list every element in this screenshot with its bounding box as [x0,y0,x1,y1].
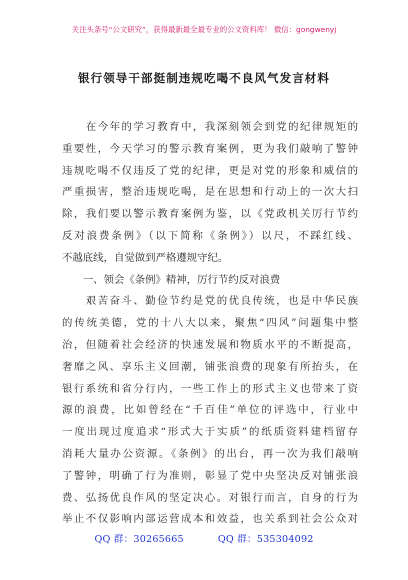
body-line: 的传统美德，党的十八大以来，聚焦“四风”问题集中整 [62,317,358,330]
body-line: 奢靡之风、享乐主义回潮，铺张浪费的现象有所抬头，在 [62,360,358,373]
body-line: 银行系统和省分行内，一些工作上的形式主义也带来了资 [62,382,358,395]
qq-group-number: 535304092 [256,534,314,545]
body-line: 举止不仅影响内部运营成本和效益，也关系到社会公众对 [62,513,358,526]
section-heading: 一、领会《条例》精神，厉行节约反对浪费 [62,273,281,286]
body-line: 重要性，今天学习的警示教育案例，更为我们敲响了警钟 [62,142,358,155]
qq-group-number: 30265665 [133,534,184,545]
body-line: 源的浪费，比如曾经在“千百佳”单位的评选中，行业中 [62,404,358,417]
header-notice: 关注头条号“公文研究”，获得最新最全最专业的公文资料库！ 微信：gongwenyj [71,25,337,34]
body-line: 违规吃喝不仅违反了党的纪律，更是对党的形象和威信的 [62,164,358,177]
qq-group-label: QQ 群： [94,534,134,545]
body-line: 了警钟，明确了行为准则，彰显了党中央坚决反对铺张浪 [62,469,358,482]
body-line: 在今年的学习教育中，我深刻领会到党的纪律规矩的 [62,121,358,133]
body-line: 严重损害，整治违规吃喝，是在思想和行动上的一次大扫 [62,186,358,199]
body-line: 反对浪费条例》（以下简称《条例》）以尺，不踩红线、 [62,229,358,242]
body-line: 费、弘扬优良作风的坚定决心。对银行而言，自身的行为 [62,491,358,504]
body-line: 除，我们要以警示教育案例为鉴，以《党政机关厉行节约 [62,208,358,221]
body-line: 艰苦奋斗、勤俭节约是党的优良传统，也是中华民族 [62,295,358,308]
body-line: 治，但随着社会经济的快速发展和物质水平的不断提高， [62,338,358,351]
footer-contact [0,531,408,545]
body-line: 不越底线，自觉做到严格遵规守纪。 [62,251,229,264]
document-body [62,117,358,531]
document-title: 银行领导干部挺制违规吃喝不良风气发言材料 [78,71,330,85]
body-line: 一度出现过度追求“形式大于实质”的纸质资料建档留存 [62,426,358,439]
body-line: 消耗大量办公资源。《条例》的出台，再一次为我们敲响 [62,447,358,460]
qq-group-label: QQ 群： [217,534,257,545]
